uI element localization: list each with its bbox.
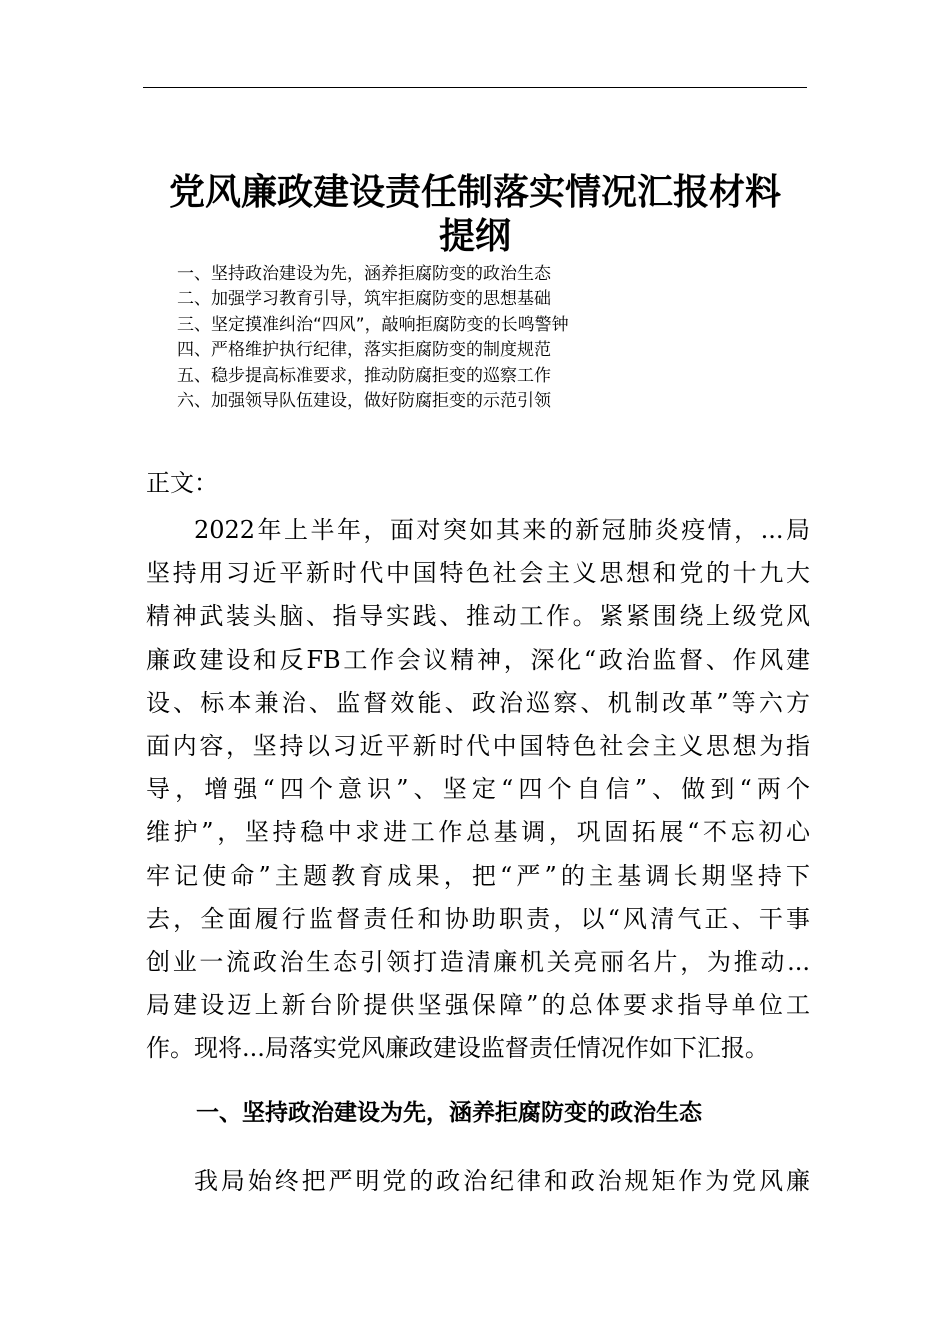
- intro-paragraph: [146, 509, 810, 1070]
- document-title-line-2: 提纲: [438, 216, 511, 257]
- section-1-heading: 一、坚持政治建设为先，涵养拒腐防变的政治生态: [196, 1100, 702, 1126]
- intro-line: 设、标本兼治、监督效能、政治巡察、机制改革”等六方: [146, 688, 810, 717]
- body-label: 正文：: [146, 469, 218, 497]
- section-1-paragraph: [146, 1160, 810, 1203]
- outline-item-2: 二、加强学习教育引导，筑牢拒腐防变的思想基础: [177, 289, 551, 310]
- intro-line: 局建设迈上新台阶提供坚强保障”的总体要求指导单位工: [146, 991, 810, 1020]
- intro-line: 面内容，坚持以习近平新时代中国特色社会主义思想为指: [146, 731, 810, 760]
- intro-line: 作。现将...局落实党风廉政建设监督责任情况作如下汇报。: [146, 1034, 769, 1063]
- outline-item-4: 四、严格维护执行纪律，落实拒腐防变的制度规范: [177, 340, 551, 361]
- intro-line: 导，增强“四个意识”、坚定“四个自信”、做到“两个: [146, 775, 810, 804]
- outline-item-6: 六、加强领导队伍建设，做好防腐拒变的示范引领: [177, 391, 551, 412]
- intro-line: 创业一流政治生态引领打造清廉机关亮丽名片，为推动...: [146, 947, 810, 976]
- intro-line: 牢记使命”主题教育成果，把“严”的主基调长期坚持下: [146, 861, 810, 890]
- intro-line: 维护”，坚持稳中求进工作总基调，巩固拓展“不忘初心: [146, 818, 810, 847]
- outline-item-3: 三、坚定摸准纠治“四风”，敲响拒腐防变的长鸣警钟: [177, 314, 569, 335]
- intro-line: 2022年上半年，面对突如其来的新冠肺炎疫情，...局: [194, 516, 810, 544]
- header-rule: [143, 87, 807, 88]
- intro-line: 廉政建设和反FB工作会议精神，深化“政治监督、作风建: [146, 645, 810, 674]
- intro-line: 去，全面履行监督责任和协助职责，以“风清气正、干事: [146, 904, 810, 933]
- outline-item-5: 五、稳步提高标准要求，推动防腐拒变的巡察工作: [177, 365, 551, 386]
- outline-item-1: 一、坚持政治建设为先，涵养拒腐防变的政治生态: [177, 264, 551, 284]
- intro-line: 精神武装头脑、指导实践、推动工作。紧紧围绕上级党风: [146, 602, 810, 631]
- document-title-line-1: 党风廉政建设责任制落实情况汇报材料: [168, 172, 781, 213]
- intro-line: 坚持用习近平新时代中国特色社会主义思想和党的十九大: [146, 559, 810, 588]
- section-1-line: 我局始终把严明党的政治纪律和政治规矩作为党风廉: [194, 1167, 810, 1195]
- outline-list: [177, 262, 569, 414]
